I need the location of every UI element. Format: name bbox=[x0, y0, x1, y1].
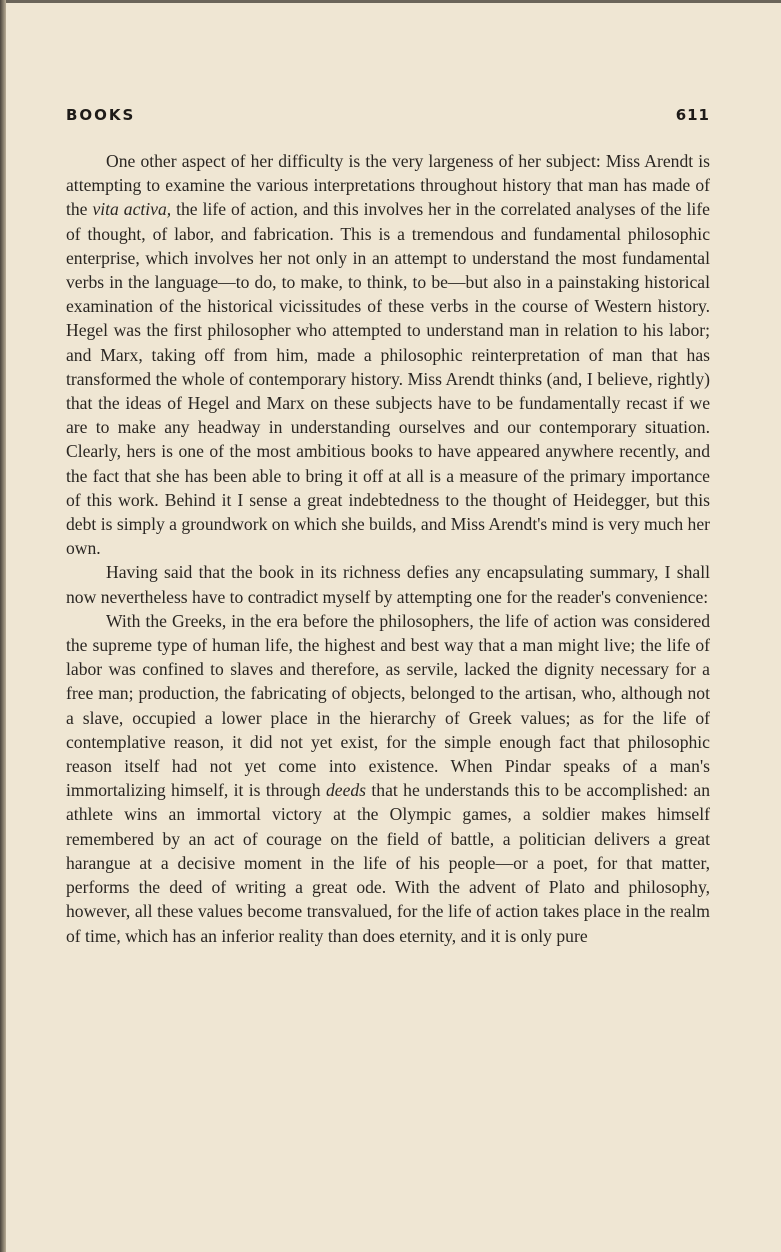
paragraph-1 bbox=[66, 149, 710, 560]
paragraph-1-italic-vita-activa: vita activa, bbox=[92, 199, 172, 220]
paragraph-1-part-1: One other aspect of her difficulty is the very largeness of her subject: Miss Arendt is attempting to examine the various interpretations throughout history that man has made of the bbox=[66, 151, 710, 220]
paragraph-3-part-3: that he understands this to be accomplished: an athlete wins an immortal victory at the Olympic games, a soldier makes himself remembered by an act of courage on the field of battle, a politician delivers a great harangue at a decisive moment in the life of his people—or a poet, for that matter, performs the deed of writing a great ode. With the advent of Plato and philosophy, however, all these values become transvalued, for the life of action takes place in the realm of time, which has an inferior reality than does eternity, and it is only pure bbox=[66, 780, 710, 946]
page-top-edge bbox=[0, 0, 781, 3]
paragraph-1-part-3: the life of action, and this involves her in the correlated analyses of the life of thought, of labor, and fabrication. This is a tremendous and fundamental philosophic enterprise, which involves her not only in an attempt to understand the most fundamental verbs in the language—to do, to make, to think, to be—but also in a painstaking historical examination of the historical vicissitudes of these verbs in the course of Western history. Hegel was the first philosopher who attempted to understand man in relation to his labor; and Marx, taking off from him, made a philosophic reinterpretation of man that has transformed the whole of contemporary history. Miss Arendt thinks (and, I believe, rightly) that the ideas of Hegel and Marx on these subjects have to be fundamentally recast if we are to make any headway in understanding ourselves and our contemporary situation. Clearly, hers is one of the most ambitious books to have appeared anywhere recently, and the fact that she has been able to bring it off at all is a measure of the primary importance of this work. Behind it I sense a great indebtedness to the thought of Heidegger, but this debt is simply a groundwork on which she builds, and Miss Arendt's mind is very much her own. bbox=[66, 199, 710, 559]
running-head bbox=[66, 106, 710, 124]
paragraph-3-part-1: With the Greeks, in the era before the philosophers, the life of action was considered the supreme type of human life, the highest and best way that a man might live; the life of labor was confined to slaves and therefore, as servile, lacked the dignity necessary for a free man; production, the fabricating of objects, belonged to the artisan, who, although not a slave, occupied a lower place in the hierarchy of Greek values; as for the life of contemplative reason, it did not yet exist, for the simple enough fact that philosophic reason itself had not yet come into existence. When Pindar speaks of a man's immortalizing himself, it is through bbox=[66, 610, 710, 801]
paragraph-3 bbox=[66, 609, 710, 948]
page-spine-shadow bbox=[0, 0, 6, 1252]
section-title: BOOKS bbox=[66, 106, 136, 124]
body-text bbox=[66, 149, 710, 948]
paragraph-3-italic-deeds: deeds bbox=[325, 780, 367, 801]
page-number: 611 bbox=[675, 106, 710, 124]
paragraph-2: Having said that the book in its richness defies any encapsulating summary, I shall now nevertheless have to contradict myself by attempting one for the reader's convenience: bbox=[66, 562, 710, 607]
